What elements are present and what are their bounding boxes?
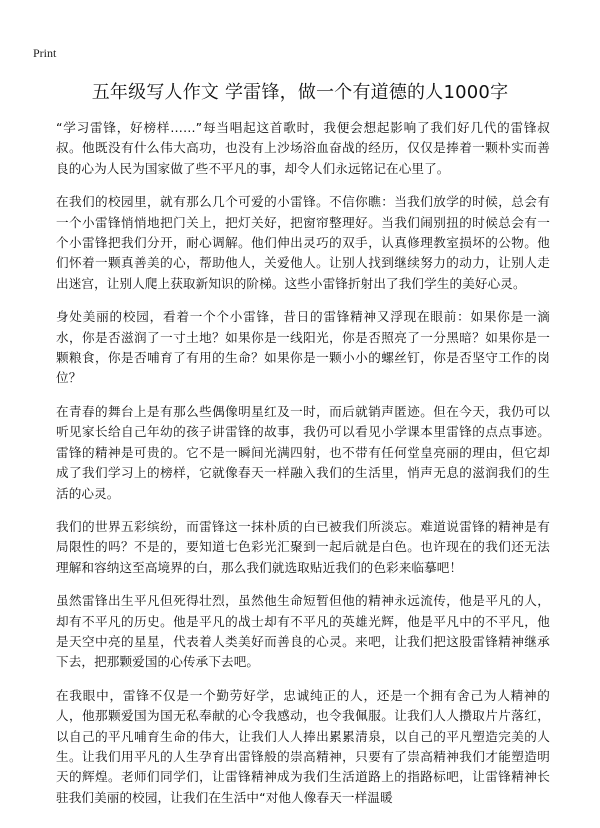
article-body: [56, 118, 550, 821]
article-paragraph-5: 我们的世界五彩缤纷，而雷锋这一抹朴质的白已被我们所淡忘。难道说雷锋的精神是有局限性的吗？不是的，要知道七色彩光汇聚到一起后就是白色。也许现在的我们还无法理解和容纳这至高境界的白，那么我们就选取贴近我们的色彩来临摹吧！: [56, 518, 550, 575]
article-paragraph-4: 在青春的舞台上是有那么些偶像明星红及一时，而后就销声匿迹。但在今天，我仍可以听见家长给自己年幼的孩子讲雷锋的故事，我仍可以看见小学课本里雷锋的点点事迹。雷锋的精神是可贵的。它不是一瞬间光满四射，也不带有任何堂皇亮丽的理由，但它却成了我们学习上的榜样，它就像春天一样融入我们的生活里，悄声无息的滋润我们的生活的心灵。: [56, 403, 550, 501]
article-paragraph-3: 身处美丽的校园，看着一个个小雷锋，昔日的雷锋精神又浮现在眼前：如果你是一滴水，你是否滋润了一寸土地？如果你是一线阳光，你是否照亮了一分黑暗？如果你是一颗粮食，你是否哺育了有用的生命？如果你是一颗小小的螺丝钉，你是否坚守工作的岗位？: [56, 309, 550, 386]
article-paragraph-6: 虽然雷锋出生平凡但死得壮烈，虽然他生命短暂但他的精神永远流传，他是平凡的人，却有不平凡的历史。他是平凡的战士却有不平凡的英雄光辉，他是平凡中的不平凡，他是天空中亮的星星，代表着人类美好而善良的心灵。来吧，让我们把这股雷锋精神继承下去，把那颗爱国的心传承下去吧。: [56, 593, 550, 670]
article-paragraph-1: “学习雷锋，好榜样……”每当唱起这首歌时，我便会想起影响了我们好几代的雷锋叔叔。他既没有什么伟大高功，也没有上沙场浴血奋战的经历，仅仅是捧着一颗朴实而善良的心为人民为国家做了些不平凡的事，却令人们永远铭记在心里了。: [56, 120, 550, 176]
article-paragraph-7: 在我眼中，雷锋不仅是一个勤劳好学，忠诚纯正的人，还是一个拥有舍己为人精神的人，他那颗爱国为国无私奉献的心令我感动，也令我佩服。让我们人人攒取片片落红，以自己的平凡哺育生命的伟大，让我们人人捧出累累清泉，以自己的平凡塑造完美的人生。让我们用平凡的人生孕育出雷锋般的崇高精神，只要有了崇高精神我们才能塑造明天的辉煌。老师们同学们，让雷锋精神成为我们生活道路上的指路标吧，让雷锋精神长驻我们美丽的校园，让我们在生活中“对他人像春天一样温暖: [56, 687, 550, 805]
print-link[interactable]: Print: [33, 46, 57, 60]
article-paragraph-2: 在我们的校园里，就有那么几个可爱的小雷锋。不信你瞧：当我们放学的时候，总会有一个小雷锋悄悄地把门关上，把灯关好，把窗帘整理好。当我们闹别扭的时候总会有一个小雷锋把我们分开，耐心调解。他们伸出灵巧的双手，认真修理教室损坏的公物。他们怀着一颗真善美的心，帮助他人，关爱他人。让别人找到继续努力的动力，让别人走出迷宫，让别人爬上获取新知识的阶梯。这些小雷锋折射出了我们学生的美好心灵。: [56, 194, 550, 291]
article-title: 五年级写人作文 学雷锋，做一个有道德的人1000字: [91, 82, 509, 103]
